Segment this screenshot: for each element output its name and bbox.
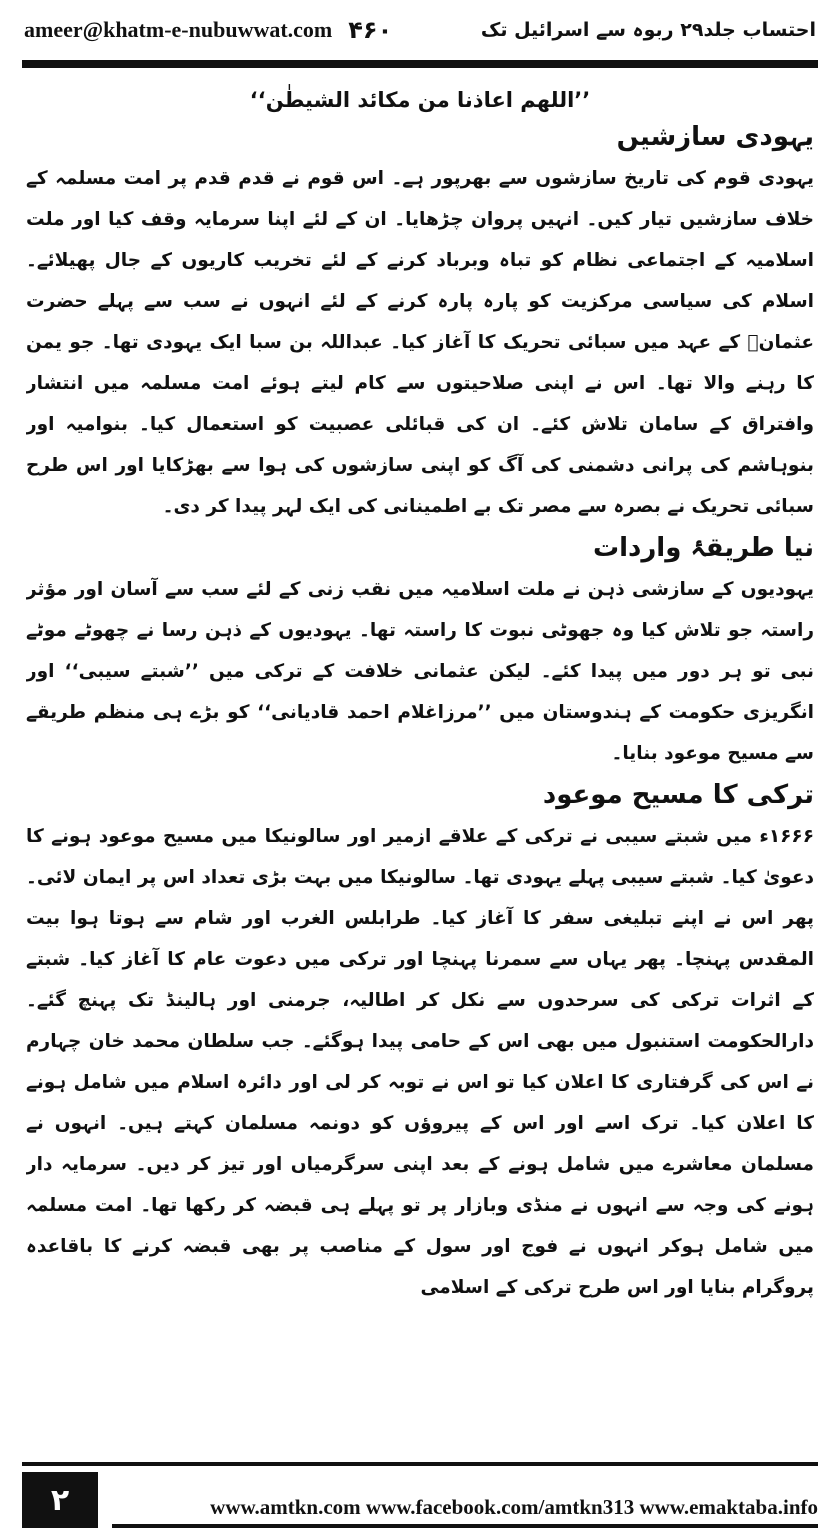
header-divider	[22, 60, 818, 68]
page-header	[24, 6, 816, 54]
header-left	[24, 16, 392, 44]
footer-urls: www.amtkn.com www.facebook.com/amtkn313 www.emaktaba.info	[112, 1472, 818, 1528]
section-paragraph-turkish-messiah: ۱۶۶۶ء میں شبتے سیبی نے ترکی کے علاقے ازمیر اور سالونیکا میں مسیح موعود ہونے کا دعویٰ کیا۔ شبتے سیبی پہلے یہودی تھا۔ سالونیکا میں بہت بڑی تعداد اس پر ایمان لائی۔ پھر اس نے اپنے تبلیغی سفر کا آغاز کیا۔ طرابلس الغرب اور شام سے ہوتا ہوا بیت المقدس پہنچا۔ پھر یہاں سے سمرنا پہنچا اور ترکی میں دعوت عام کا آغاز کیا۔ شبتے کے اثرات ترکی کی سرحدوں سے نکل کر اطالیہ، جرمنی اور ہالینڈ تک پہنچ گئے۔ دارالحکومت استنبول میں بھی اس کے حامی پیدا ہوگئے۔ جب سلطان محمد خان چہارم نے اس کی گرفتاری کا اعلان کیا تو اس نے توبہ کر لی اور دائرہ اسلام میں شامل ہونے کا اعلان کیا۔ ترک اسے اور اس کے پیروؤں کو دونمہ مسلمان کہتے ہیں۔ انہوں نے مسلمان معاشرے میں شامل ہونے کے بعد اپنی سرگرمیاں اور تیز کر دیں۔ سرمایہ دار ہونے کی وجہ سے انہوں نے منڈی وبازار پر تو پہلے ہی قبضہ کر رکھا تھا۔ امت مسلمہ میں شامل ہوکر انہوں نے فوج اور سول کے مناصب پر بھی قبضہ کرنے کا باقاعدہ پروگرام بنایا اور اس طرح ترکی کے اسلامی	[26, 826, 814, 1298]
section-heading-new-method: نیا طریقۂ واردات	[592, 533, 814, 563]
section-paragraph-new-method: یہودیوں کے سازشی ذہن نے ملت اسلامیہ میں نقب زنی کے لئے سب سے آسان اور مؤثر راستہ جو تلاش کیا وہ جھوٹی نبوت کا راستہ تھا۔ یہودیوں کے ذہن رسا نے چھوٹے موٹے نبی تو ہر دور میں پیدا کئے۔ لیکن عثمانی خلافت کے ترکی میں ’’شبتے سیبی‘‘ اور انگریزی حکومت کے ہندوستان میں ’’مرزاغلام احمد قادیانی‘‘ کو بڑے ہی منظم طریقے سے مسیح موعود بنایا۔	[26, 579, 814, 764]
footer-page-number: ۲	[22, 1472, 98, 1528]
email-address: ameer@khatm-e-nubuwwat.com	[24, 17, 333, 42]
running-title: احتساب جلد۲۹ ربوہ سے اسرائیل تک	[480, 19, 816, 41]
section-heading-jewish-conspiracies: یہودی سازشیں	[616, 122, 814, 152]
opening-dua: ’’اللھم اعاذنا من مکائد الشیطٰن‘‘	[249, 88, 591, 112]
section-heading-turkish-messiah: ترکی کا مسیح موعود	[542, 780, 814, 810]
page-content	[26, 72, 814, 1452]
page-number: ۴۶۰	[348, 16, 393, 44]
page-footer	[22, 1462, 818, 1532]
section-paragraph-jewish-conspiracies: یہودی قوم کی تاریخ سازشوں سے بھرپور ہے۔ اس قوم نے قدم قدم پر امت مسلمہ کے خلاف سازشیں تیار کیں۔ انہیں پروان چڑھایا۔ ان کے لئے اپنا سرمایہ وقف کیا اور ملت اسلامیہ کے اجتماعی نظام کو تباہ وبرباد کرنے کے لئے تخریب کاریوں کے جال پھیلائے۔ اسلام کی سیاسی مرکزیت کو پارہ پارہ کرنے کے لئے انہوں نے سب سے پہلے حضرت عثمانؓ کے عہد میں سبائی تحریک کا آغاز کیا۔ عبداللہ بن سبا ایک یہودی تھا۔ جو یمن کا رہنے والا تھا۔ اس نے اپنی صلاحیتوں سے کام لیتے ہوئے امت مسلمہ میں انتشار وافتراق کے سامان تلاش کئے۔ ان کی قبائلی عصبیت کو استعمال کیا۔ بنوامیہ اور بنوہاشم کی پرانی دشمنی کی آگ کو اپنی سازشوں کی ہوا سے بھڑکایا اور اس طرح سبائی تحریک نے بصرہ سے مصر تک بے اطمینانی کی ایک لہر پیدا کر دی۔	[26, 168, 814, 517]
